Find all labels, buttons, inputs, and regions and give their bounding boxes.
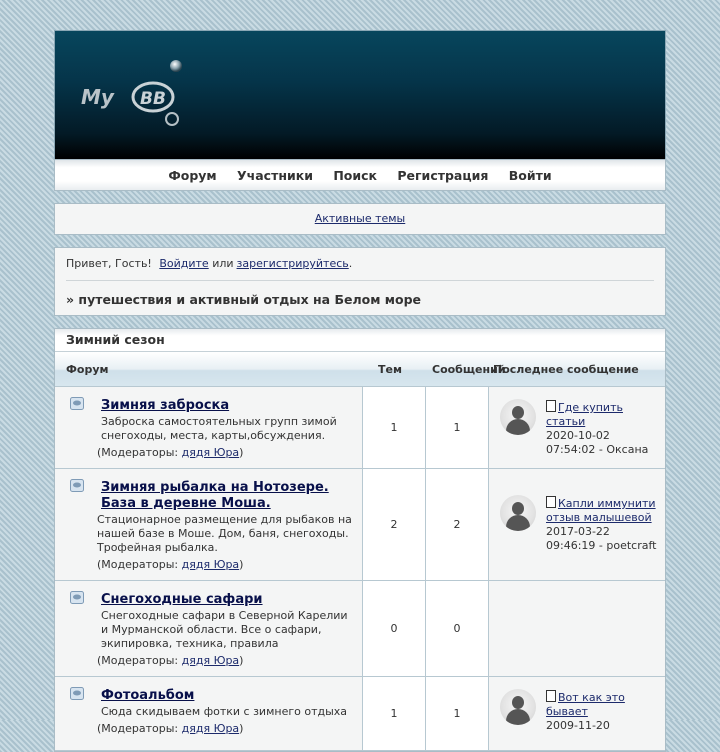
main-nav bbox=[54, 159, 666, 191]
login-link[interactable]: Войдите bbox=[159, 257, 209, 270]
last-post bbox=[546, 496, 658, 553]
forum-cell bbox=[55, 387, 363, 469]
col-posts: Сообщений bbox=[432, 363, 506, 376]
site-header bbox=[54, 30, 666, 159]
column-headers bbox=[55, 352, 665, 387]
table-row bbox=[55, 677, 665, 751]
posts-count: 2 bbox=[426, 469, 489, 581]
last-post-link[interactable]: Вот как это бывает bbox=[546, 691, 625, 718]
nav-register[interactable]: Регистрация bbox=[397, 168, 489, 183]
moderators-label: (Модераторы: bbox=[97, 722, 179, 735]
divider bbox=[66, 280, 654, 281]
forum-name bbox=[101, 398, 361, 414]
moderators-label: (Модераторы: bbox=[97, 558, 179, 571]
document-icon bbox=[546, 496, 556, 508]
period-text: . bbox=[348, 257, 353, 270]
last-post-time-user: 07:54:02 - Оксана bbox=[546, 443, 649, 456]
forum-status-icon bbox=[70, 479, 84, 492]
nav-members[interactable]: Участники bbox=[237, 168, 313, 183]
forum-cell bbox=[55, 469, 363, 581]
forum-cell bbox=[55, 581, 363, 677]
moderators-label: (Модераторы: bbox=[97, 654, 179, 667]
forum-cell bbox=[55, 677, 363, 751]
forum-link[interactable]: Зимняя рыбалка на Нотозере. База в деревне Моша. bbox=[101, 480, 329, 511]
document-icon bbox=[546, 690, 556, 702]
forum-status-icon bbox=[70, 591, 84, 604]
forum-moderators bbox=[97, 654, 361, 667]
posts-count: 1 bbox=[426, 677, 489, 751]
forum-link[interactable]: Фотоальбом bbox=[101, 688, 195, 703]
last-post-cell bbox=[489, 677, 666, 751]
greeting: Привет, Гость! bbox=[66, 257, 152, 270]
moderators-close: ) bbox=[239, 722, 244, 735]
col-topics: Тем bbox=[378, 363, 402, 376]
page bbox=[54, 30, 666, 752]
greeting-line bbox=[66, 258, 654, 270]
last-post-date: 2009-11-20 bbox=[546, 719, 610, 732]
forum-status-icon bbox=[70, 397, 84, 410]
last-post-cell bbox=[489, 469, 666, 581]
topics-count: 1 bbox=[363, 387, 426, 469]
topics-count: 0 bbox=[363, 581, 426, 677]
svg-text:BB: BB bbox=[140, 89, 166, 109]
col-forum: Форум bbox=[66, 363, 109, 376]
forum-moderators bbox=[97, 446, 361, 459]
last-post-cell bbox=[489, 581, 666, 677]
forum-description: Снегоходные сафари в Северной Карелии и Мурманской области. Все о сафари, экипировка, техника, правила bbox=[101, 609, 348, 650]
mybb-logo[interactable] bbox=[81, 57, 221, 137]
forum-name bbox=[101, 592, 361, 608]
moderator-link[interactable]: дядя Юра bbox=[181, 446, 240, 459]
topics-count: 1 bbox=[363, 677, 426, 751]
forum-link[interactable]: Зимняя заброска bbox=[101, 398, 230, 413]
moderator-link[interactable]: дядя Юра bbox=[181, 654, 240, 667]
posts-count: 0 bbox=[426, 581, 489, 677]
svg-text:My: My bbox=[81, 85, 114, 109]
last-post-time-user: 09:46:19 - poetcraft bbox=[546, 539, 657, 552]
moderators-label: (Модераторы: bbox=[97, 446, 179, 459]
forum-table bbox=[55, 387, 665, 751]
forum-moderators bbox=[97, 722, 361, 735]
table-row bbox=[55, 469, 665, 581]
forum-moderators bbox=[97, 558, 361, 571]
table-row bbox=[55, 387, 665, 469]
forum-name bbox=[101, 480, 361, 512]
nav-forum[interactable]: Форум bbox=[168, 168, 217, 183]
topics-count: 2 bbox=[363, 469, 426, 581]
active-topics-box bbox=[54, 203, 666, 235]
nav-login[interactable]: Войти bbox=[508, 168, 552, 183]
document-icon bbox=[546, 400, 556, 412]
forum-description: Сюда скидываем фотки с зимнего отдыха bbox=[101, 705, 348, 718]
forum-link[interactable]: Снегоходные сафари bbox=[101, 592, 263, 607]
moderators-close: ) bbox=[239, 654, 244, 667]
forum-description: Заброска самостоятельных групп зимой снегоходы, места, карты,обсуждения. bbox=[101, 415, 337, 442]
last-post-date: 2020-10-02 bbox=[546, 429, 610, 442]
forum-name bbox=[101, 688, 361, 704]
or-text: или bbox=[212, 257, 234, 270]
last-post-date: 2017-03-22 bbox=[546, 525, 610, 538]
last-post-link[interactable]: Капли иммунити отзыв малышевой bbox=[546, 497, 656, 524]
last-post-cell bbox=[489, 387, 666, 469]
table-row bbox=[55, 581, 665, 677]
last-post-link[interactable]: Где купить статьи bbox=[546, 401, 623, 428]
breadcrumb: » путешествия и активный отдых на Белом море bbox=[66, 292, 421, 307]
register-link[interactable]: зарегистрируйтесь bbox=[236, 257, 349, 270]
forum-description: Стационарное размещение для рыбаков на нашей базе в Моше. Дом, баня, снегоходы. Трофейная рыбалка. bbox=[97, 513, 352, 554]
forum-status-icon bbox=[70, 687, 84, 700]
welcome-box bbox=[54, 247, 666, 316]
last-post bbox=[546, 400, 658, 457]
moderator-link[interactable]: дядя Юра bbox=[181, 722, 240, 735]
avatar bbox=[500, 399, 536, 435]
posts-count: 1 bbox=[426, 387, 489, 469]
moderators-close: ) bbox=[239, 558, 244, 571]
category-title: Зимний сезон bbox=[55, 329, 665, 352]
avatar bbox=[500, 495, 536, 531]
last-post bbox=[546, 690, 658, 733]
active-topics-link[interactable]: Активные темы bbox=[314, 212, 406, 225]
nav-search[interactable]: Поиск bbox=[333, 168, 378, 183]
moderators-close: ) bbox=[239, 446, 244, 459]
col-last-post: Последнее сообщение bbox=[493, 363, 639, 376]
moderator-link[interactable]: дядя Юра bbox=[181, 558, 240, 571]
category-zimniy-sezon bbox=[54, 328, 666, 752]
